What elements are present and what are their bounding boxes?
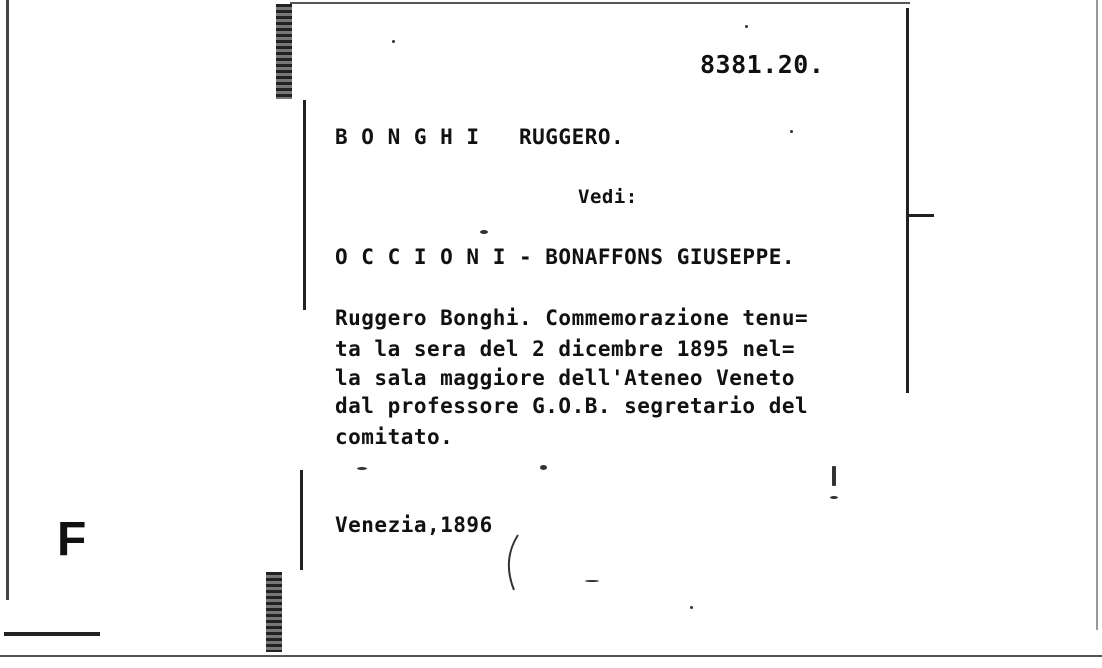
bottom-edge-line [0, 655, 1102, 657]
top-tab-strip [276, 4, 292, 99]
card-left-border [303, 100, 306, 310]
see-label: Vedi: [578, 186, 638, 208]
ink-speck [585, 580, 599, 582]
right-edge-line [1096, 0, 1098, 630]
card-right-tick [906, 214, 934, 217]
description-line: la sala maggiore dell'Ateneo Veneto [335, 366, 796, 390]
left-edge-line [6, 0, 9, 600]
description-line: ta la sera del 2 dicembre 1895 nel= [335, 337, 796, 361]
top-edge-line [290, 2, 910, 4]
description-line: dal professore G.O.B. segretario del [335, 394, 809, 418]
ink-speck [480, 230, 488, 234]
ink-speck [830, 496, 838, 499]
place-and-year: Venezia,1896 [335, 513, 493, 537]
ink-speck [832, 466, 836, 486]
card-left-border-lower [300, 470, 303, 570]
cross-reference: O C C I O N I - BONAFFONS GIUSEPPE. [335, 245, 796, 269]
ink-speck [540, 465, 547, 470]
catalog-number: 8381.20. [700, 50, 825, 79]
pencil-mark [500, 530, 530, 600]
bottom-left-mark [4, 632, 100, 636]
ink-speck [690, 606, 693, 609]
ink-speck [790, 130, 793, 133]
ink-speck [357, 467, 367, 470]
author-heading: B O N G H I RUGGERO. [335, 125, 625, 149]
description-line: Ruggero Bonghi. Commemorazione tenu= [335, 306, 809, 330]
bottom-tab-strip [266, 572, 282, 652]
ink-speck [392, 40, 395, 43]
card-right-border [906, 8, 909, 393]
margin-letter: F [57, 513, 87, 566]
ink-speck [745, 25, 748, 28]
description-line: comitato. [335, 425, 454, 449]
